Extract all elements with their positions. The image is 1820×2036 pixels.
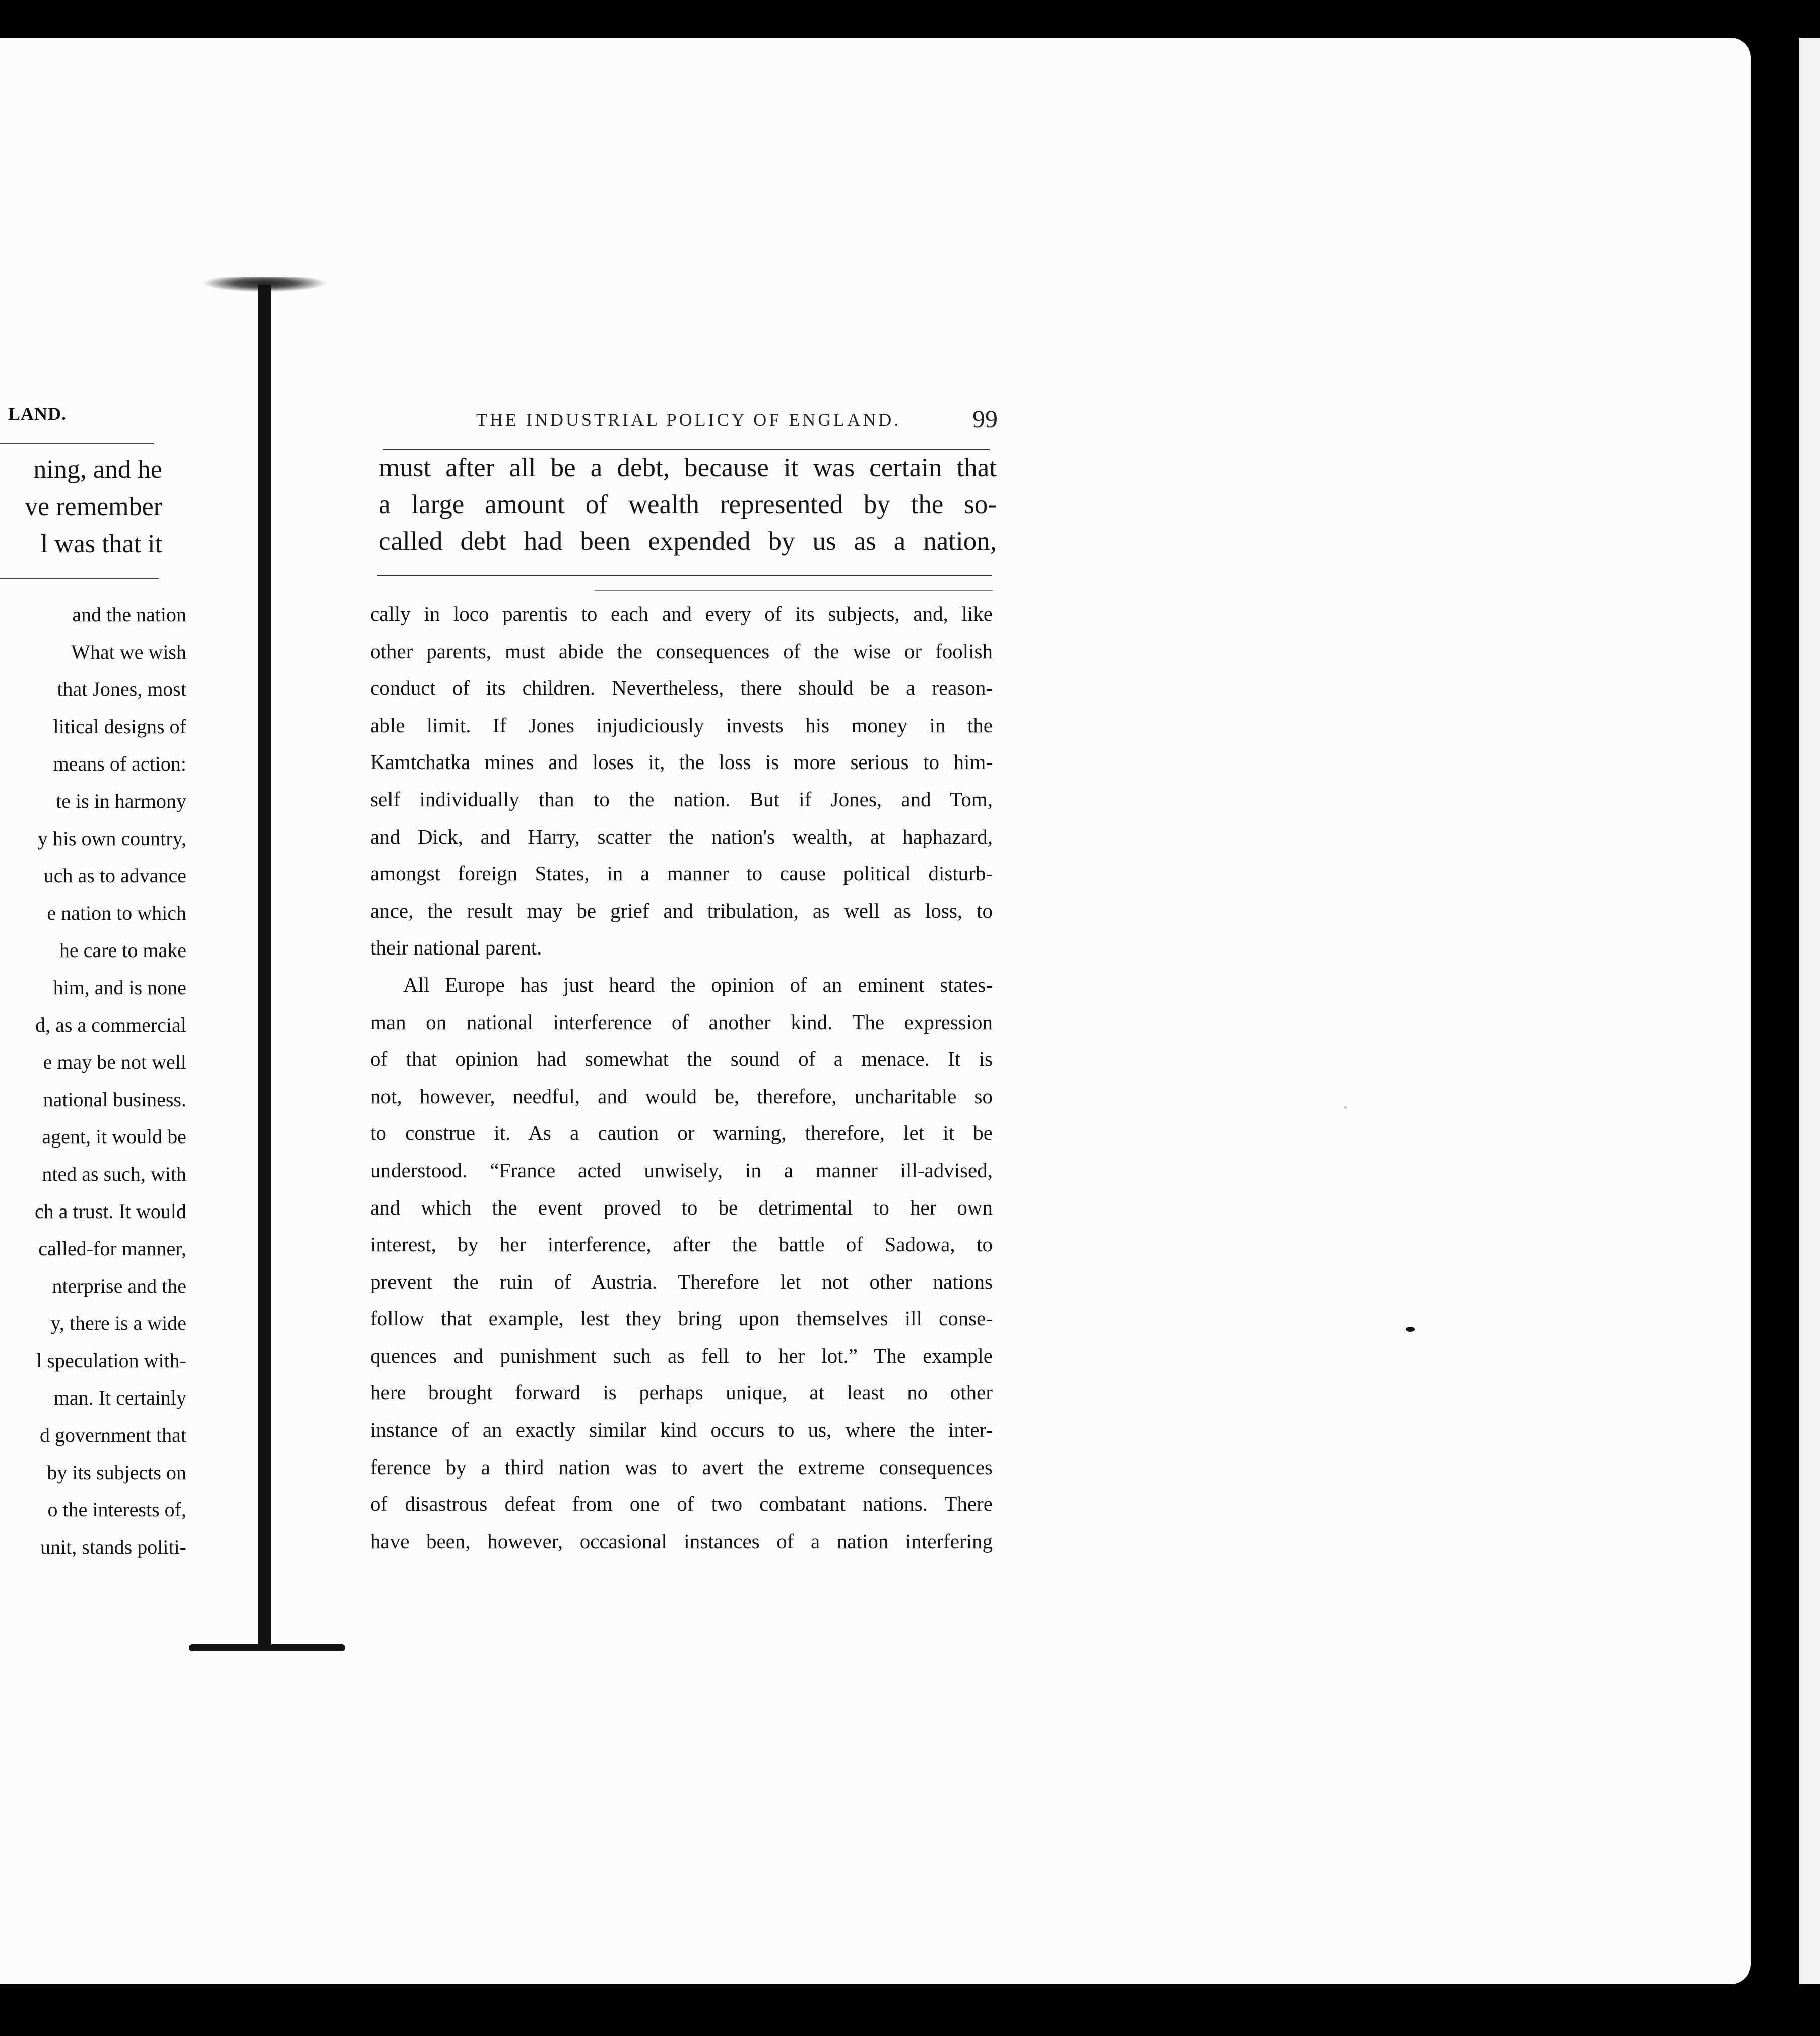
body-text (370, 596, 993, 1560)
adjacent-page-edge (1799, 38, 1820, 1984)
body-line: follow that example, lest they bring upon themselves ill conse- (370, 1307, 993, 1330)
body-line: man on national interference of another kind. The expression (370, 1010, 993, 1034)
body-line: All Europe has just heard the opinion of an eminent states- (403, 973, 993, 996)
body-line: amongst foreign States, in a manner to cause political disturb- (370, 862, 993, 885)
left-body-line: national business. (43, 1088, 186, 1111)
carried-line: a large amount of wealth represented by the so- (379, 490, 997, 519)
left-body-line: y, there is a wide (50, 1312, 186, 1334)
body-line: able limit. If Jones injudiciously invests his money in the (370, 713, 993, 737)
left-body-line: d, as a commercial (35, 1013, 186, 1036)
left-body-line: ch a trust. It would (34, 1200, 186, 1223)
carried-line: must after all be a debt, because it was certain that (379, 453, 997, 482)
body-line: of that opinion had somewhat the sound of a menace. It is (370, 1047, 993, 1071)
left-body-line: unit, stands politi- (40, 1536, 186, 1558)
body-line: not, however, needful, and would be, therefore, uncharitable so (370, 1084, 993, 1108)
body-line: their national parent. (370, 936, 542, 960)
body-line: interest, by her interference, after the battle of Sadowa, to (370, 1233, 993, 1256)
left-body-line: y his own country, (37, 827, 186, 850)
section-rule (377, 575, 992, 576)
left-body-line: him, and is none (53, 976, 186, 999)
body-line: here brought forward is perhaps unique, at least no other (370, 1381, 993, 1405)
body-line: prevent the ruin of Austria. Therefore let not other nations (370, 1269, 993, 1293)
body-line: instance of an exactly similar kind occurs to us, where the inter- (370, 1418, 993, 1442)
body-line: self individually than to the nation. But if Jones, and Tom, (370, 787, 993, 811)
left-running-head: LAND. (8, 404, 67, 424)
left-body-line: e may be not well (43, 1051, 186, 1073)
body-line: ance, the result may be grief and tribulation, as well as loss, to (370, 899, 993, 922)
left-body-line: nted as such, with (42, 1163, 186, 1185)
body-line: and which the event proved to be detrimental to her own (370, 1195, 993, 1219)
left-carried-line: l was that it (40, 530, 162, 558)
left-body-line: by its subjects on (47, 1461, 186, 1484)
scan-speck (1406, 1327, 1415, 1332)
left-body-line: man. It certainly (53, 1386, 186, 1409)
left-carried-line: ning, and he (33, 455, 162, 484)
body-line: and Dick, and Harry, scatter the nation's wealth, at haphazard, (370, 824, 993, 848)
body-line: cally in loco parentis to each and every of its subjects, and, like (370, 602, 993, 625)
running-head (476, 405, 998, 438)
running-head-title: THE INDUSTRIAL POLICY OF ENGLAND. (476, 410, 901, 430)
left-body-line: te is in harmony (56, 790, 186, 812)
left-body-line: agent, it would be (42, 1125, 186, 1148)
body-line: to construe it. As a caution or warning, therefore, let it be (370, 1121, 993, 1145)
body-line: understood. “France acted unwisely, in a manner ill-advised, (370, 1158, 993, 1182)
left-body-line: nterprise and the (52, 1275, 186, 1297)
page-number: 99 (972, 405, 998, 433)
section-rule-lower (595, 590, 993, 591)
left-carried-line: ve remember (25, 492, 162, 521)
scan-speck (1344, 1106, 1347, 1109)
body-line: have been, however, occasional instances of a nation interfering (370, 1529, 993, 1553)
left-body-line: and the nation (72, 603, 186, 626)
body-line: ference by a third nation was to avert the extreme consequences (370, 1455, 993, 1479)
body-line: quences and punishment such as fell to her lot.” The example (370, 1344, 993, 1367)
left-body-line: o the interests of, (47, 1498, 186, 1521)
left-body-line: What we wish (71, 641, 186, 663)
body-line: conduct of its children. Nevertheless, there should be a reason- (370, 676, 993, 700)
left-body-line: means of action: (53, 752, 186, 775)
left-body-line: that Jones, most (57, 678, 186, 701)
left-body-line: uch as to advance (43, 864, 186, 887)
body-line: other parents, must abide the consequences of the wise or foolish (370, 639, 993, 663)
left-body-line: he care to make (59, 939, 186, 962)
carried-over-text (379, 450, 997, 560)
left-body-line: l speculation with- (36, 1349, 186, 1372)
left-body-line: litical designs of (53, 715, 186, 738)
left-body-line: called-for manner, (38, 1237, 186, 1260)
left-body-line: e nation to which (47, 902, 186, 924)
carried-line: called debt had been expended by us as a nation, (379, 527, 997, 556)
body-line: Kamtchatka mines and loses it, the loss is more serious to him- (370, 750, 993, 774)
body-line: of disastrous defeat from one of two combatant nations. There (370, 1492, 993, 1516)
left-body-line: d government that (39, 1424, 186, 1446)
